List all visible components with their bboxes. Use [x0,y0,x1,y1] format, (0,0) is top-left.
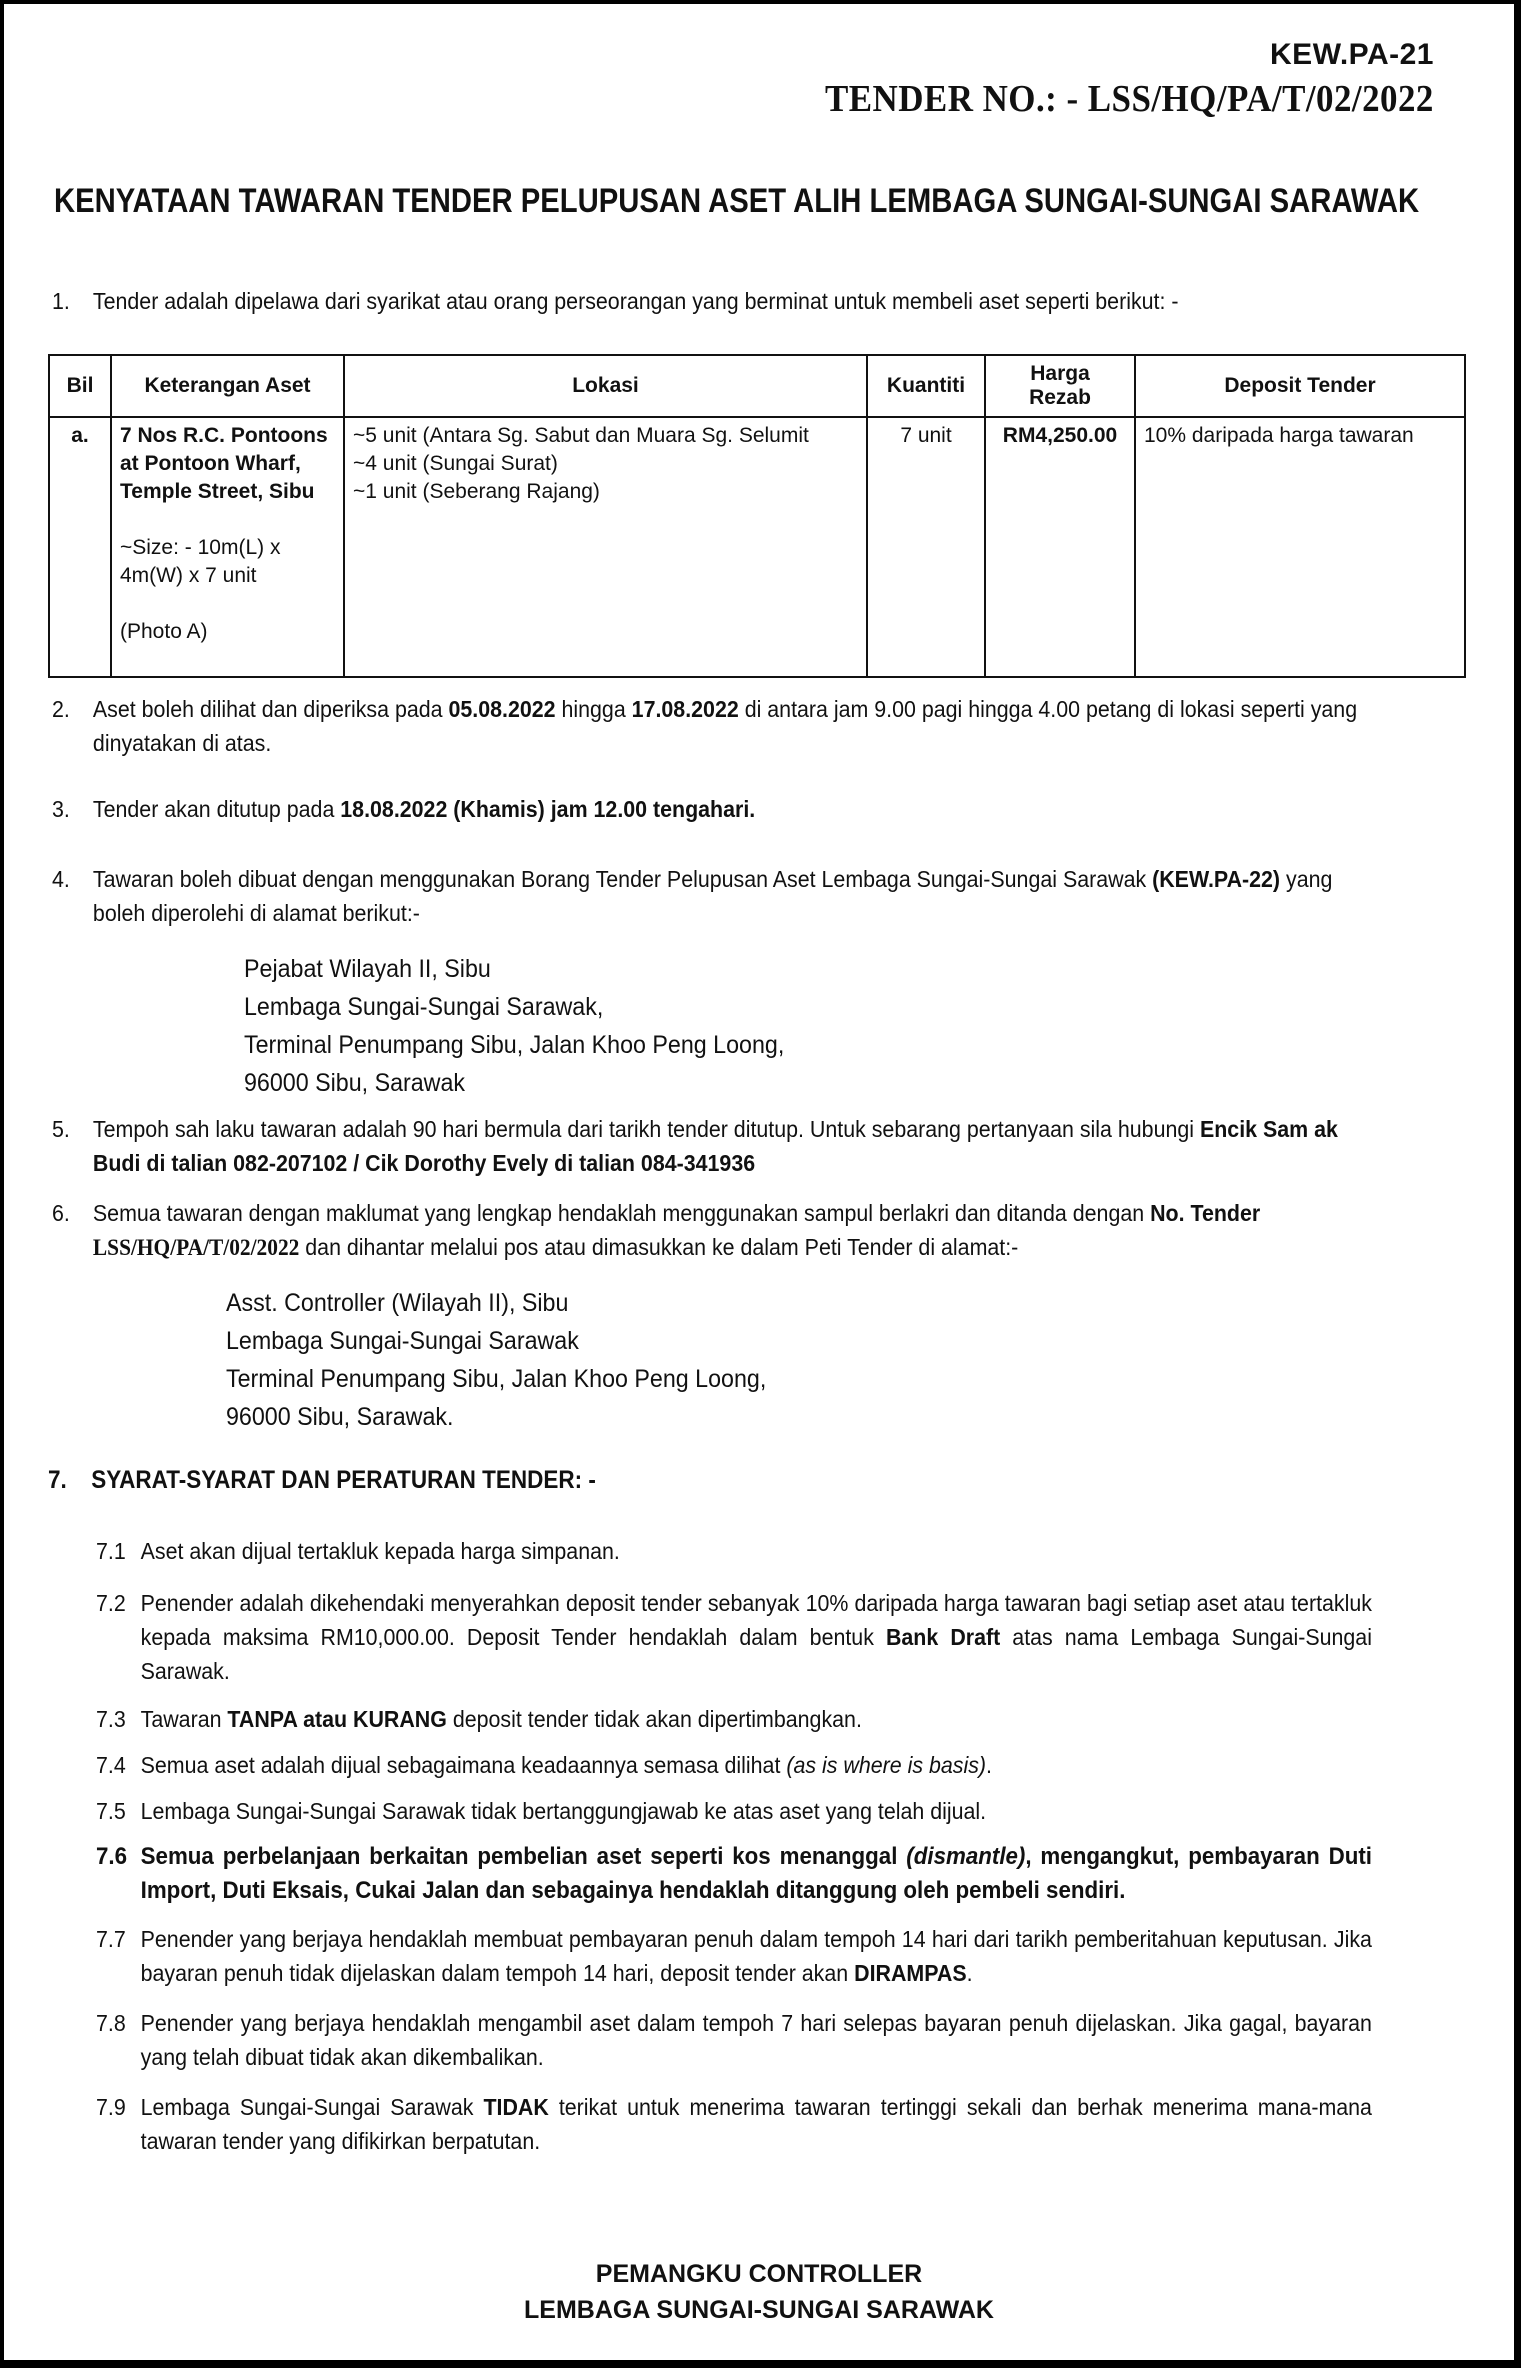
clause-number: 7.9 [96,2094,126,2120]
payment-method: Bank Draft [885,1624,1001,1650]
text-emphasis: DIRAMPAS [854,1960,967,1986]
address-line: Pejabat Wilayah II, Sibu [244,955,491,983]
location-line: ~5 unit (Antara Sg. Sabut dan Muara Sg. Selumit [353,424,809,447]
clause-text [141,1586,1372,1688]
cell-deposit: 10% daripada harga tawaran [1135,417,1465,677]
clause-7-6 [96,1840,1372,1912]
text-fragment: Tender akan ditutup pada [92,796,341,822]
col-header-kuantiti: Kuantiti [867,355,985,417]
table-header-row [49,355,1465,417]
cell-keterangan [111,417,344,677]
item-2 [52,692,1373,764]
text-fragment: Lembaga Sungai-Sungai Sarawak [140,2094,484,2120]
clause-text [141,1702,1372,1736]
item-number: 4. [52,866,70,892]
col-header-harga-line1: Harga [1030,362,1090,385]
item-number: 1. [52,288,70,314]
item-text [93,692,1373,760]
item-1 [52,284,1373,324]
asset-name-line: 7 Nos R.C. Pontoons [120,424,328,447]
spacer [120,590,335,618]
signature-block [4,2256,1514,2328]
text-fragment: dan dihantar melalui pos atau dimasukkan ke dalam Peti Tender di alamat:- [299,1234,1019,1260]
form-reference: (KEW.PA-22) [1152,866,1281,892]
text-fragment: Tawaran [140,1706,228,1732]
view-end-date: 17.08.2022 [631,696,739,722]
text-fragment: Tempoh sah laku tawaran adalah 90 hari bermula dari tarikh tender ditutup. Untuk sebarang pertanyaan sila hubungi [92,1116,1200,1142]
text-fragment: di antara jam 9.00 pagi hingga 4.00 petang di lokasi seperti yang dinyatakan di atas. [92,696,1358,756]
clause-number: 7.8 [96,2010,126,2036]
location-line: ~1 unit (Seberang Rajang) [353,480,600,503]
text-fragment: . [966,1960,973,1986]
item-number: 2. [52,696,70,722]
clause-7-9 [96,2090,1372,2162]
clause-7-4 [96,1748,1372,1784]
address-line: Terminal Penumpang Sibu, Jalan Khoo Peng Loong, [226,1365,767,1393]
clause-7-3 [96,1702,1372,1738]
cell-kuantiti: 7 unit [867,417,985,677]
item-number: 3. [52,796,70,822]
clause-number: 7.5 [96,1798,126,1824]
table-row [49,417,1465,677]
text-fragment: Penender adalah dikehendaki menyerahkan deposit tender sebanyak 10% daripada harga tawaran bagi setiap aset atau tertakluk kepada maksima RM10,000.00. Deposit Tender hendaklah dalam bentuk [140,1590,1372,1650]
text-fragment: Semua tawaran dengan maklumat yang lengkap hendaklah menggunakan sampul berlakri dan ditanda dengan [92,1200,1151,1226]
col-header-bil: Bil [49,355,111,417]
section-heading-text: SYARAT-SYARAT DAN PERATURAN TENDER: - [91,1466,596,1494]
cell-bil: a. [49,417,111,677]
tender-number: TENDER NO.: - LSS/HQ/PA/T/02/2022 [825,78,1434,120]
asset-table [48,354,1466,678]
clause-text: Penender yang berjaya hendaklah mengambil aset dalam tempoh 7 hari selepas bayaran penuh dijelaskan. Jika gagal, bayaran yang telah dibuat tidak akan dikembalikan. [140,2010,1372,2070]
form-code: KEW.PA-21 [1270,38,1434,71]
form-collection-address [244,950,784,1102]
tender-box-address [226,1284,766,1436]
cell-lokasi [344,417,867,677]
text-fragment: deposit tender tidak akan dipertimbangkan. [446,1706,862,1732]
col-header-keterangan: Keterangan Aset [111,355,344,417]
text-fragment: Aset boleh dilihat dan diperiksa pada [92,696,449,722]
text-fragment: atas nama Lembaga Sungai-Sungai Sarawak. [140,1624,1372,1684]
address-line: Asst. Controller (Wilayah II), Sibu [226,1289,569,1317]
item-4 [52,862,1373,934]
clause-text: Lembaga Sungai-Sungai Sarawak tidak bertanggungjawab ke atas aset yang telah dijual. [140,1798,987,1824]
address-line: Lembaga Sungai-Sungai Sarawak [226,1327,579,1355]
item-text [93,862,1373,930]
item-number: 7. [48,1466,67,1494]
text-italic: (as is where is basis) [786,1752,987,1778]
view-start-date: 05.08.2022 [448,696,556,722]
item-text [93,792,1373,826]
text-fragment: Semua aset adalah dijual sebagaimana keadaannya semasa dilihat [140,1752,787,1778]
address-line: Lembaga Sungai-Sungai Sarawak, [244,993,604,1021]
item-7-heading [48,1466,1326,1495]
asset-size-line: ~Size: - 10m(L) x [120,536,281,559]
clause-text [141,1748,1372,1782]
clause-7-7 [96,1922,1372,1994]
address-line: Terminal Penumpang Sibu, Jalan Khoo Peng Loong, [244,1031,785,1059]
location-line: ~4 unit (Sungai Surat) [353,452,558,475]
asset-photo-ref: (Photo A) [120,620,208,643]
closing-date: 18.08.2022 (Khamis) jam 12.00 tengahari. [340,796,756,822]
clause-7-5 [96,1794,1372,1830]
clause-number: 7.3 [96,1706,126,1732]
clause-number: 7.7 [96,1926,126,1952]
contact-info: Encik Sam ak Budi di talian 082-207102 / Cik Dorothy Evely di talian 084-341936 [92,1116,1338,1176]
item-3 [52,792,1373,832]
address-line: 96000 Sibu, Sarawak. [226,1403,454,1431]
document-title: KENYATAAN TAWARAN TENDER PELUPUSAN ASET ALIH LEMBAGA SUNGAI-SUNGAI SARAWAK [54,182,1420,220]
col-header-deposit: Deposit Tender [1135,355,1465,417]
address-line: 96000 Sibu, Sarawak [244,1069,466,1097]
asset-size-line: 4m(W) x 7 unit [120,564,257,587]
signatory-title: PEMANGKU CONTROLLER [595,2260,923,2288]
text-emphasis: TIDAK [483,2094,549,2120]
text-emphasis: TANPA atau KURANG [227,1706,447,1732]
text-fragment: terikat untuk menerima tawaran tertinggi sekali dan berhak menerima mana-mana tawaran tender yang difikirkan berpatutan. [140,2094,1372,2154]
item-text [93,1112,1373,1180]
clause-number: 7.6 [96,1843,128,1870]
text-fragment: Semua perbelanjaan berkaitan pembelian aset seperti kos menanggal [140,1843,907,1870]
item-text: Tender adalah dipelawa dari syarikat atau orang perseorangan yang berminat untuk membeli aset seperti berikut: - [92,288,1179,314]
tender-ref-label: No. Tender [1150,1200,1261,1226]
clause-text [141,2090,1372,2158]
cell-harga-rezab: RM4,250.00 [985,417,1135,677]
clause-number: 7.2 [96,1590,126,1616]
clause-number: 7.4 [96,1752,126,1778]
col-header-harga-rezab [985,355,1135,417]
item-text [93,1196,1373,1265]
signatory-organization: LEMBAGA SUNGAI-SUNGAI SARAWAK [524,2296,994,2324]
text-fragment: . [986,1752,992,1778]
item-5 [52,1112,1373,1184]
clause-7-8 [96,2006,1372,2078]
text-fragment: hingga [555,696,632,722]
col-header-harga-line2: Rezab [1029,386,1091,409]
asset-name-line: at Pontoon Wharf, [120,452,301,475]
item-6 [52,1196,1373,1268]
asset-name-line: Temple Street, Sibu [120,480,315,503]
text-fragment: yang boleh diperolehi di alamat berikut:- [92,866,1333,926]
tender-notice-page [4,4,1514,2360]
text-fragment: Penender yang berjaya hendaklah membuat pembayaran penuh dalam tempoh 14 hari dari tarikh pemberitahuan keputusan. Jika bayaran penuh tidak dijelaskan dalam tempoh 14 hari, deposit tender akan [140,1926,1372,1986]
col-header-lokasi: Lokasi [344,355,867,417]
clause-text [141,1922,1372,1990]
text-fragment: Tawaran boleh dibuat dengan menggunakan Borang Tender Pelupusan Aset Lembaga Sungai-Sungai Sarawak [92,866,1153,892]
clause-7-1 [96,1534,1372,1570]
tender-ref-number: LSS/HQ/PA/T/02/2022 [92,1235,300,1260]
clause-7-2 [96,1586,1372,1690]
text-italic: (dismantle) [906,1843,1026,1870]
spacer [120,506,335,534]
clause-number: 7.1 [96,1538,126,1564]
item-number: 6. [52,1200,70,1226]
text-fragment: , mengangkut, pembayaran Duti Import, Duti Eksais, Cukai Jalan dan sebagainya hendaklah ditanggung oleh pembeli sendiri. [140,1843,1372,1904]
clause-text [141,1840,1372,1908]
clause-text: Aset akan dijual tertakluk kepada harga simpanan. [140,1538,620,1564]
item-number: 5. [52,1116,70,1142]
